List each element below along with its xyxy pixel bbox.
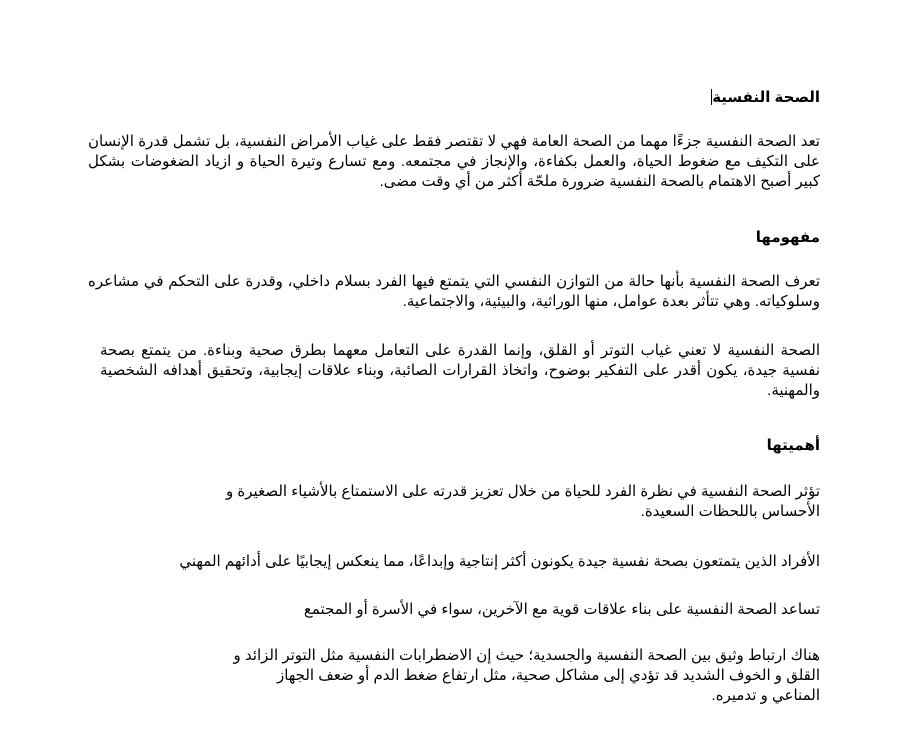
importance-paragraph-4-line-1: هناك ارتباط وثيق بين الصحة النفسية والجسدية؛ حيث إن الاضطرابات النفسية مثل التوتر الزائد و bbox=[233, 647, 820, 664]
importance-paragraph-4 bbox=[150, 646, 820, 706]
document-title bbox=[711, 88, 820, 108]
importance-paragraph-3: تساعد الصحة النفسية على بناء علاقات قوية مع الآخرين، سواء في الأسرة أو المجتمع bbox=[303, 601, 820, 618]
importance-paragraph-1-line-2: الأحساس باللحظات السعيدة. bbox=[640, 503, 820, 520]
intro-paragraph: تعد الصحة النفسية جزءًا مهما من الصحة العامة فهي لا تقتصر فقط على غياب الأمراض النفسية، بل تشمل قدرة الإنسان على التكيف مع ضغوط الحياة، والعمل بكفاءة، والإنجاز في مجتمعه. ومع تسارع وتيرة الحياة و ازياد الضغوضات بشكل كبير أصبح الاهتمام بالصحة النفسية ضرورة ملحّة أكثر من أي وقت مضى. bbox=[88, 133, 820, 190]
importance-paragraph-4-line-2: القلق و الخوف الشديد قد تؤدي إلى مشاكل صحية، مثل ارتفاع ضغط الدم أو ضعف الجهاز bbox=[276, 667, 820, 684]
importance-paragraph-1 bbox=[150, 482, 820, 522]
concept-paragraph-1: تعرف الصحة النفسية بأنها حالة من التوازن النفسي التي يتمتع فيها الفرد بسلام داخلي، وقدرة على التحكم في مشاعره وسلوكياته. وهي تتأثر بعدة عوامل، منها الوراثية، والبيئية، والاجتماعية. bbox=[88, 273, 820, 310]
importance-paragraph-4-line-3: المناعي و تدميره. bbox=[711, 687, 820, 704]
importance-paragraph-2: الأفراد الذين يتمتعون بصحة نفسية جيدة يكونون أكثر إنتاجية وإبداعًا، مما ينعكس إيجابيًا على أدائهم المهني bbox=[179, 553, 820, 570]
importance-paragraph-1-line-1: تؤثر الصحة النفسية في نظرة الفرد للحياة من خلال تعزيز قدرته على الاستمتاع بالأشياء الصغيرة و bbox=[226, 483, 820, 500]
section-heading-concept: مفهومها bbox=[755, 229, 820, 246]
concept-paragraph-2: الصحة النفسية لا تعني غياب التوتر أو القلق، وإنما القدرة على التعامل معهما بطرق صحية وبناءة. من يتمتع بصحة نفسية جيدة، يكون أقدر على التفكير بوضوح، واتخاذ القرارات الصائبة، وبناء علاقات إيجابية، وتحقيق أهدافه الشخصية والمهنية. bbox=[100, 342, 820, 399]
section-heading-importance: أهميتها bbox=[766, 437, 820, 454]
title-text: الصحة النفسية bbox=[712, 89, 820, 106]
